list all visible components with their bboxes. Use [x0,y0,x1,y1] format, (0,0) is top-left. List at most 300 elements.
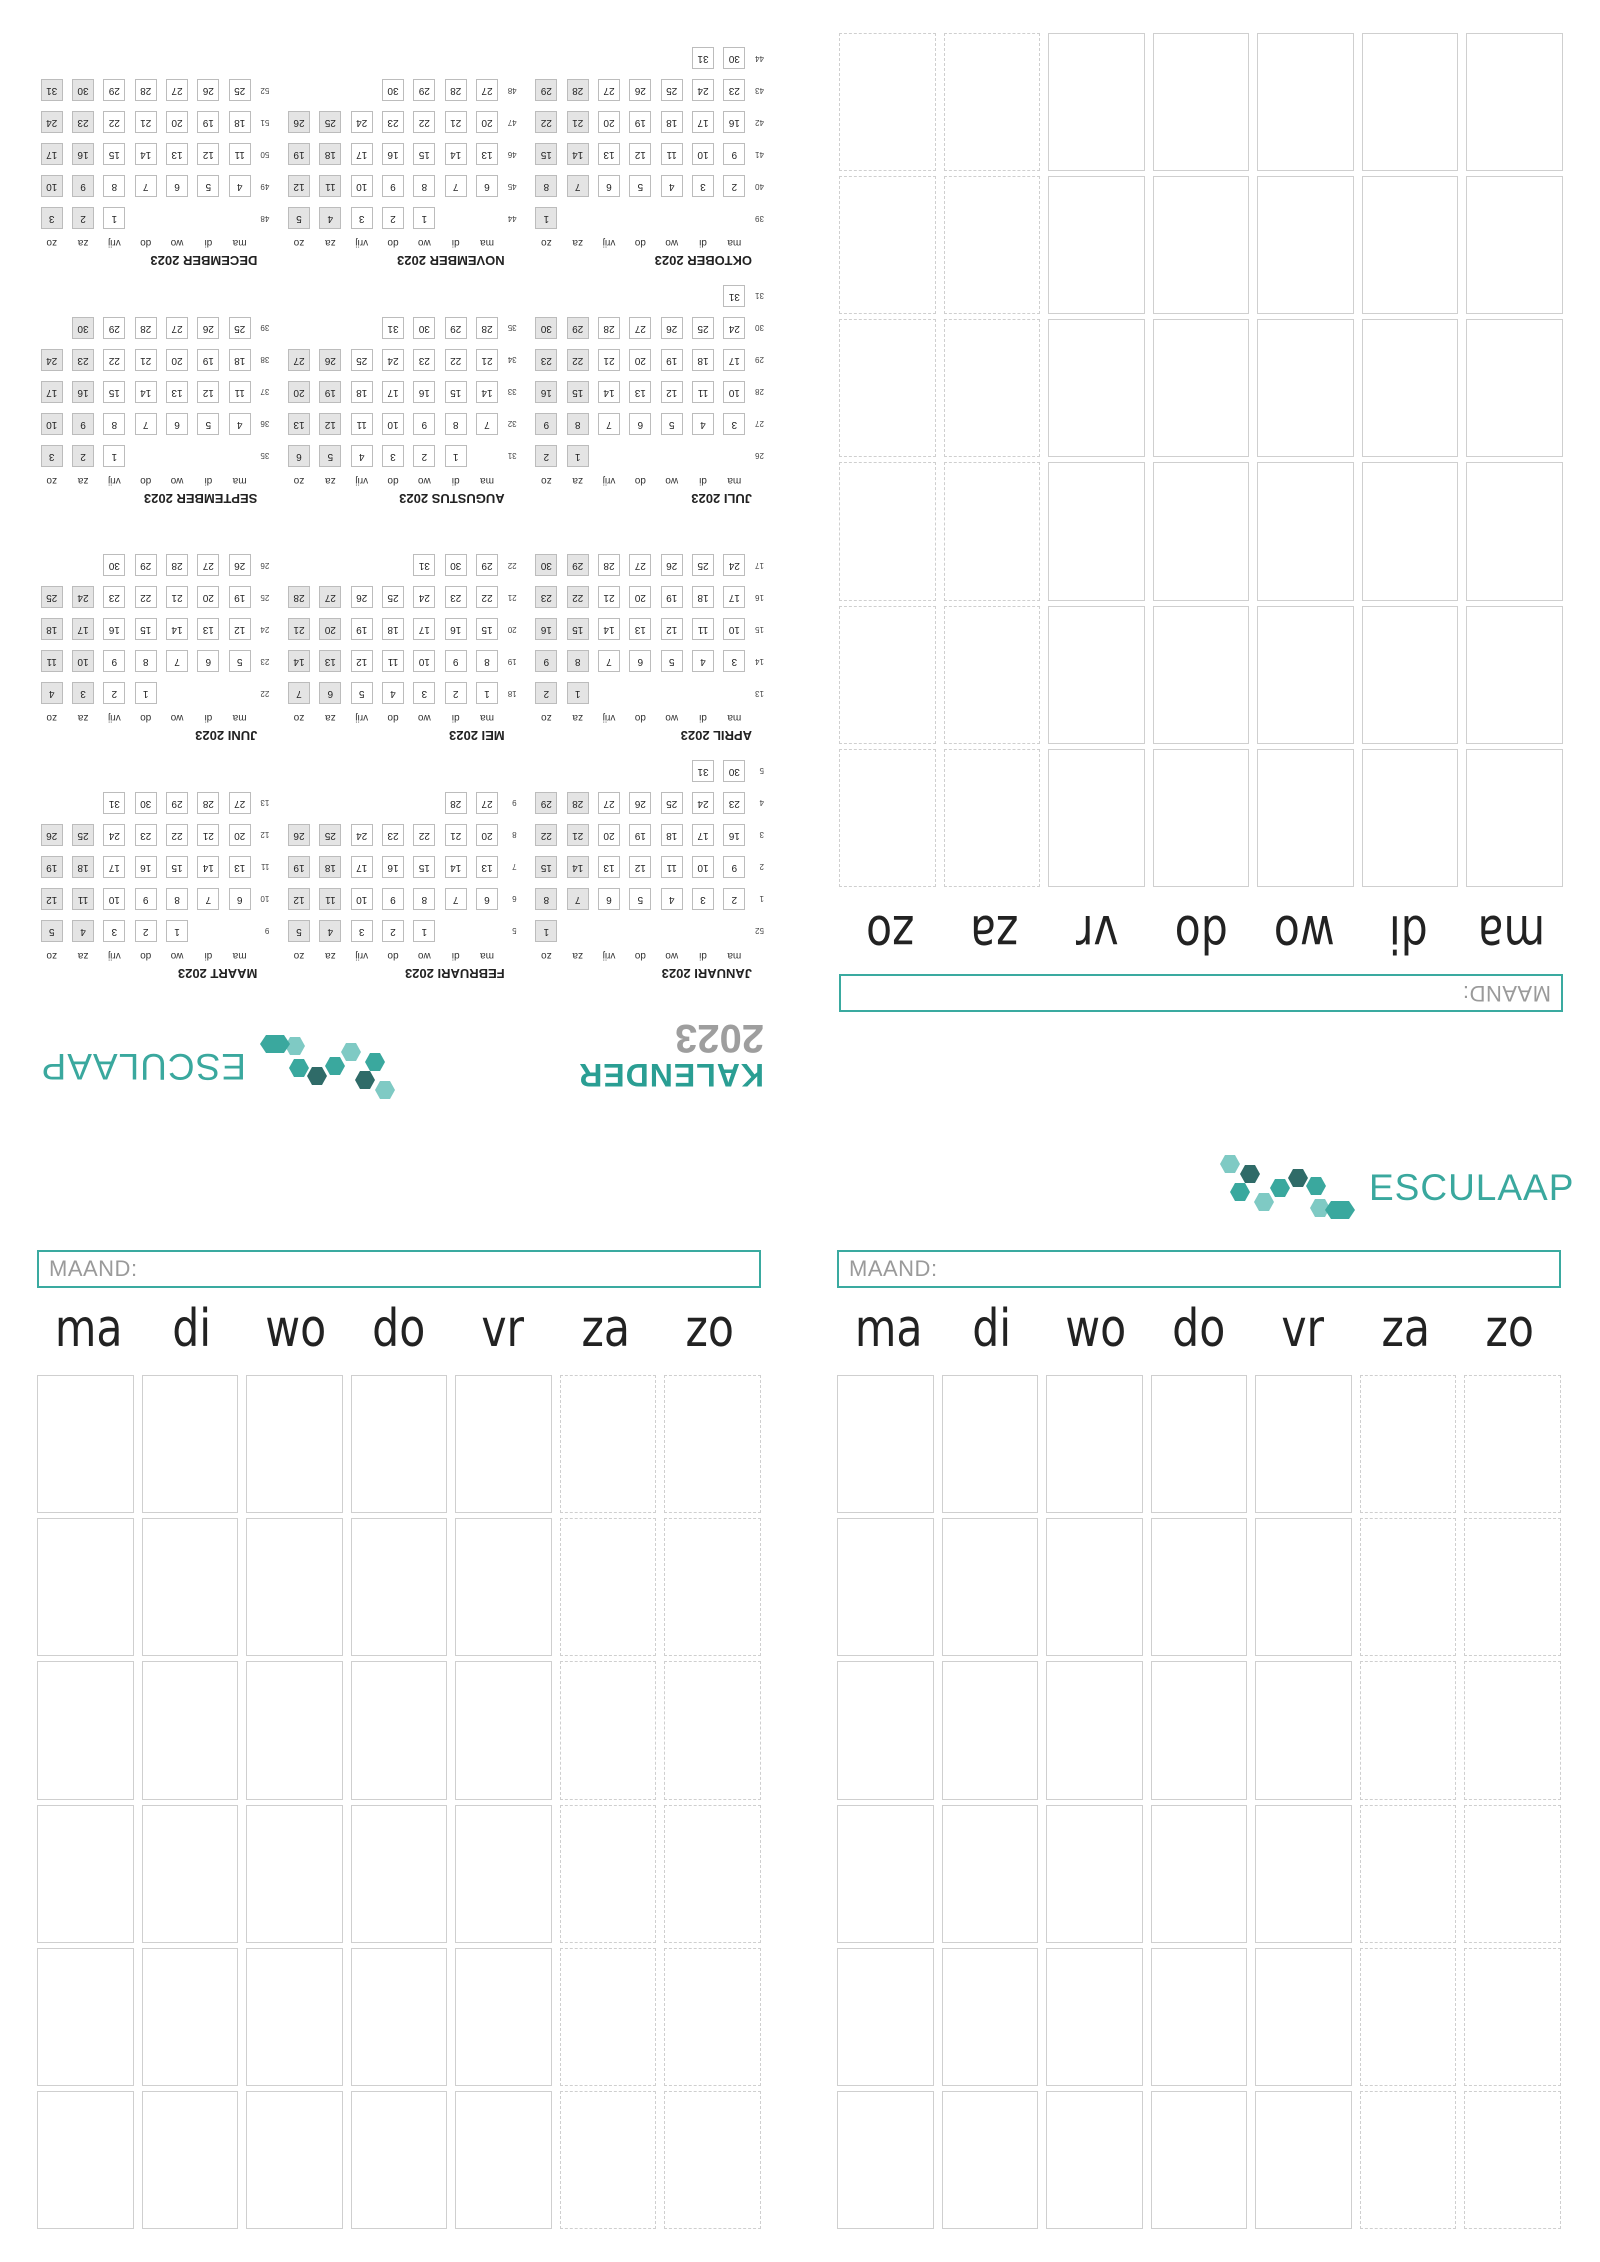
day-number: 26 [229,555,251,577]
day-number: 28 [476,317,498,339]
day-cell[interactable] [1257,749,1354,887]
weekday-label: zo [46,712,57,724]
day-cell[interactable] [1257,606,1354,744]
day-cell[interactable] [837,1805,934,1943]
esculaap-logo [41,1031,400,1101]
day-cell[interactable] [944,33,1041,171]
day-cell[interactable] [837,2091,934,2229]
day-cell[interactable] [1464,1948,1561,2086]
day-number: 5 [41,920,63,942]
day-cell[interactable] [1464,2091,1561,2229]
day-cell[interactable] [246,1518,343,1656]
day-number: 28 [288,587,310,609]
day-number: 4 [661,176,683,198]
week-row [36,819,269,851]
day-cell[interactable] [1466,319,1563,457]
day-cell[interactable] [1362,749,1459,887]
month-block [531,754,764,982]
empty-day [598,683,620,705]
day-cell[interactable] [942,1661,1039,1799]
day-number: 9 [535,413,557,435]
weekday-label: vrij [355,712,369,724]
day-cell[interactable] [455,1375,552,1513]
day-cell[interactable] [839,463,936,601]
day-number: 13 [288,413,310,435]
day-cell[interactable] [1151,1518,1248,1656]
day-cell[interactable] [1255,1661,1352,1799]
weekday-label: za [77,475,89,486]
day-number: 23 [535,587,557,609]
day-cell[interactable] [942,1375,1039,1513]
day-cell[interactable] [1466,749,1563,887]
day-number: 28 [135,317,157,339]
day-cell[interactable] [1360,1948,1457,2086]
day-cell[interactable] [1151,1948,1248,2086]
day-cell[interactable] [1151,2091,1248,2229]
day-number: 18 [661,824,683,846]
day-number: 2 [535,683,557,705]
day-number: 30 [535,317,557,339]
day-cell[interactable] [1046,2091,1143,2229]
week-row [531,883,764,915]
day-number: 27 [598,80,620,102]
day-cell[interactable] [664,1661,761,1799]
day-cell[interactable] [246,1375,343,1513]
day-cell[interactable] [455,1805,552,1943]
day-cell[interactable] [1153,176,1250,314]
empty-day [41,317,63,339]
week-row [283,107,516,139]
day-number: 30 [445,555,467,577]
day-cell[interactable] [142,2091,239,2229]
day-number: 14 [166,619,188,641]
day-cell[interactable] [942,1805,1039,1943]
day-cell[interactable] [1048,176,1145,314]
day-number: 25 [661,792,683,814]
day-number: 6 [166,176,188,198]
day-cell[interactable] [1257,176,1354,314]
day-cell[interactable] [1151,1375,1248,1513]
day-cell[interactable] [664,2091,761,2229]
day-cell[interactable] [664,1805,761,1943]
day-number: 2 [723,176,745,198]
month-name-field[interactable] [37,1250,761,1288]
day-cell[interactable] [455,1661,552,1799]
weekday-label: do [387,950,399,961]
weekday-label: ma [727,950,742,961]
day-number: 18 [382,619,404,641]
day-cell[interactable] [1153,33,1250,171]
day-cell[interactable] [1362,463,1459,601]
day-cell[interactable] [1048,319,1145,457]
week-number: 28 [755,387,764,397]
day-cell[interactable] [1151,1661,1248,1799]
day-number: 1 [567,445,589,467]
day-number: 21 [445,112,467,134]
day-cell[interactable] [37,1948,134,2086]
weekday-label: do [140,950,152,961]
day-number: 24 [103,824,125,846]
day-cell[interactable] [1360,1375,1457,1513]
day-cell[interactable] [455,2091,552,2229]
weekday-wo: wo [1273,903,1335,963]
day-number: 29 [103,80,125,102]
day-number: 13 [229,856,251,878]
day-number: 5 [629,176,651,198]
day-number: 27 [598,792,620,814]
day-number: 25 [661,80,683,102]
day-number: 14 [135,144,157,166]
day-cell[interactable] [664,1375,761,1513]
day-number: 10 [41,413,63,435]
day-cell[interactable] [1360,1805,1457,1943]
day-number: 9 [535,651,557,673]
day-number: 5 [661,651,683,673]
day-cell[interactable] [1362,33,1459,171]
month-block [531,279,764,507]
week-row [283,614,516,646]
weekday-label: di [204,237,213,249]
day-number: 18 [351,381,373,403]
day-number: 25 [319,824,341,846]
empty-day [567,48,589,70]
day-cell[interactable] [664,1518,761,1656]
day-cell[interactable] [1048,463,1145,601]
day-number: 12 [229,619,251,641]
weekday-label: ma [727,475,742,486]
day-cell[interactable] [37,1518,134,1656]
day-cell[interactable] [37,2091,134,2229]
day-cell[interactable] [1466,176,1563,314]
day-cell[interactable] [837,1518,934,1656]
day-cell[interactable] [560,1805,657,1943]
week-row [36,203,269,235]
week-number: 3 [759,830,764,840]
day-cell[interactable] [560,1375,657,1513]
day-cell[interactable] [1466,606,1563,744]
day-cell[interactable] [1257,319,1354,457]
day-cell[interactable] [837,1948,934,2086]
day-number: 18 [72,856,94,878]
weekday-wo: wo [1065,1299,1127,1359]
day-cell[interactable] [1046,1375,1143,1513]
day-number: 24 [41,112,63,134]
day-cell[interactable] [246,1661,343,1799]
month-planner [800,0,1600,1131]
day-number: 19 [351,619,373,641]
day-number: 11 [661,856,683,878]
day-cell[interactable] [560,1661,657,1799]
day-cell[interactable] [1046,1948,1143,2086]
day-cell[interactable] [246,1948,343,2086]
day-number: 24 [382,349,404,371]
day-number: 26 [197,317,219,339]
weekday-label: ma [232,712,247,724]
day-cell[interactable] [839,749,936,887]
day-number: 5 [661,413,683,435]
day-number: 8 [103,413,125,435]
empty-day [598,445,620,467]
day-number: 22 [103,112,125,134]
week-row [283,344,516,376]
day-cell[interactable] [944,319,1041,457]
day-number: 8 [476,651,498,673]
day-cell[interactable] [246,2091,343,2229]
day-cell[interactable] [246,1805,343,1943]
day-cell[interactable] [455,1518,552,1656]
day-cell[interactable] [837,1661,934,1799]
week-row [531,203,764,235]
weekday-vr: vr [1076,903,1119,963]
day-number: 31 [413,555,435,577]
day-cell[interactable] [37,1661,134,1799]
day-cell[interactable] [839,33,936,171]
day-number: 3 [351,208,373,230]
week-row [531,646,764,678]
day-cell[interactable] [1255,1518,1352,1656]
empty-day [629,208,651,230]
week-number: 26 [260,561,270,570]
day-cell[interactable] [839,606,936,744]
weekday-label: vrij [107,712,121,724]
day-number: 8 [135,651,157,673]
day-number: 15 [567,619,589,641]
day-cell[interactable] [455,1948,552,2086]
day-cell[interactable] [1362,606,1459,744]
month-name-field[interactable] [839,974,1563,1012]
day-cell[interactable] [837,1375,934,1513]
day-number: 24 [692,792,714,814]
week-number: 48 [260,214,270,223]
weekday-label: zo [541,712,552,724]
empty-day [288,317,310,339]
weekday-label: ma [232,475,247,486]
empty-day [598,285,620,307]
week-number: 20 [507,625,517,634]
day-cell[interactable] [351,1518,448,1656]
weekday-label: za [325,475,336,486]
day-number: 6 [166,413,188,435]
day-cell[interactable] [1466,33,1563,171]
day-number: 16 [723,824,745,846]
weekday-label: di [204,475,213,486]
day-cell[interactable] [664,1948,761,2086]
day-cell[interactable] [142,1948,239,2086]
day-number: 14 [197,856,219,878]
weekday-header [837,1293,1561,1365]
day-cell[interactable] [839,176,936,314]
day-number: 29 [535,80,557,102]
day-number: 9 [723,856,745,878]
day-number: 17 [351,144,373,166]
day-cell[interactable] [944,176,1041,314]
day-cell[interactable] [1255,2091,1352,2229]
week-row [531,408,764,440]
day-cell[interactable] [1048,606,1145,744]
day-number: 14 [288,651,310,673]
week-row [531,312,764,344]
day-cell[interactable] [1255,1805,1352,1943]
day-number: 20 [319,619,341,641]
weekday-label: ma [480,475,494,486]
day-cell[interactable] [942,1518,1039,1656]
day-number: 4 [72,920,94,942]
day-cell[interactable] [1255,1948,1352,2086]
day-cell[interactable] [351,1805,448,1943]
day-cell[interactable] [142,1805,239,1943]
weekday-label: wo [170,950,184,961]
weekday-label: wo [170,237,184,249]
day-cell[interactable] [1466,463,1563,601]
day-number: 3 [41,208,63,230]
day-number: 18 [319,856,341,878]
day-number: 11 [229,144,251,166]
weekday-wo: wo [265,1299,327,1359]
day-cell[interactable] [1153,749,1250,887]
day-cell[interactable] [1464,1805,1561,1943]
year-title [578,1016,764,1093]
day-cell[interactable] [1360,1518,1457,1656]
day-number: 28 [598,317,620,339]
day-number: 10 [723,619,745,641]
week-row [36,171,269,203]
day-number: 27 [629,317,651,339]
week-number: 13 [260,798,270,808]
weekday-do: do [372,1299,426,1359]
day-cell[interactable] [1360,2091,1457,2229]
day-cell[interactable] [1046,1518,1143,1656]
day-cell[interactable] [942,2091,1039,2229]
day-cell[interactable] [351,1948,448,2086]
day-cell[interactable] [351,1661,448,1799]
week-row [531,819,764,851]
day-cell[interactable] [1048,33,1145,171]
day-number: 12 [319,413,341,435]
day-number: 29 [476,555,498,577]
weekday-label: wo [417,712,431,724]
empty-day [598,48,620,70]
day-number: 12 [288,888,310,910]
day-cell[interactable] [1255,1375,1352,1513]
empty-day [229,920,251,942]
day-cell[interactable] [1046,1661,1143,1799]
day-number: 4 [382,683,404,705]
day-number: 26 [629,792,651,814]
month-name-field[interactable] [837,1250,1561,1288]
weekday-label: di [204,712,213,724]
day-cell[interactable] [944,463,1041,601]
month-block [36,754,269,982]
weekday-label: zo [541,237,552,249]
day-cell[interactable] [1360,1661,1457,1799]
empty-day [288,80,310,102]
day-cell[interactable] [1362,176,1459,314]
day-cell[interactable] [942,1948,1039,2086]
weekday-label: vrij [602,950,616,961]
hexagon-logo-icon [250,1031,400,1101]
day-number: 9 [135,888,157,910]
day-number: 27 [319,587,341,609]
day-cell[interactable] [1257,33,1354,171]
day-number: 12 [197,381,219,403]
empty-day [229,445,251,467]
day-number: 6 [319,683,341,705]
day-cell[interactable] [560,1518,657,1656]
day-cell[interactable] [142,1518,239,1656]
year-overview-panel [0,0,800,1131]
day-number: 2 [382,920,404,942]
weekday-label: za [572,950,583,961]
week-number: 35 [260,451,270,461]
day-cell[interactable] [1048,749,1145,887]
day-number: 4 [351,445,373,467]
day-number: 11 [41,651,63,673]
day-cell[interactable] [839,319,936,457]
day-cell[interactable] [1153,606,1250,744]
day-cell[interactable] [944,749,1041,887]
day-cell[interactable] [1151,1805,1248,1943]
day-cell[interactable] [37,1805,134,1943]
weekday-label: di [699,950,707,961]
day-number: 4 [41,683,63,705]
empty-day [229,683,251,705]
day-number: 5 [288,920,310,942]
day-cell[interactable] [1464,1375,1561,1513]
empty-day [445,208,467,230]
day-cell[interactable] [37,1375,134,1513]
day-cell[interactable] [142,1375,239,1513]
day-cell[interactable] [1464,1518,1561,1656]
month-weekday-header [36,710,269,726]
month-block [36,279,269,507]
week-number: 4 [759,798,764,808]
day-number: 9 [413,413,435,435]
day-cell[interactable] [1153,319,1250,457]
day-cell[interactable] [1362,319,1459,457]
empty-day [445,920,467,942]
weekday-za: za [1381,1299,1431,1359]
day-number: 3 [41,445,63,467]
day-cell[interactable] [560,1948,657,2086]
week-number: 35 [507,323,517,333]
day-number: 22 [103,349,125,371]
day-number: 27 [166,317,188,339]
day-cell[interactable] [351,2091,448,2229]
week-row [531,75,764,107]
weekday-do: do [1172,1299,1226,1359]
day-cell[interactable] [1464,1661,1561,1799]
month-block [36,516,269,744]
day-cell[interactable] [1257,463,1354,601]
day-number: 20 [288,381,310,403]
day-cell[interactable] [944,606,1041,744]
day-cell[interactable] [351,1375,448,1513]
day-cell[interactable] [1153,463,1250,601]
day-number: 17 [723,349,745,371]
day-number: 19 [661,349,683,371]
day-cell[interactable] [142,1661,239,1799]
day-number: 17 [692,112,714,134]
day-number: 23 [72,112,94,134]
day-number: 14 [445,856,467,878]
weekday-label: do [140,475,152,486]
day-number: 20 [166,349,188,371]
week-number: 17 [755,561,764,570]
day-cell[interactable] [560,2091,657,2229]
day-cell[interactable] [1046,1805,1143,1943]
day-number: 17 [723,587,745,609]
day-number: 1 [535,920,557,942]
